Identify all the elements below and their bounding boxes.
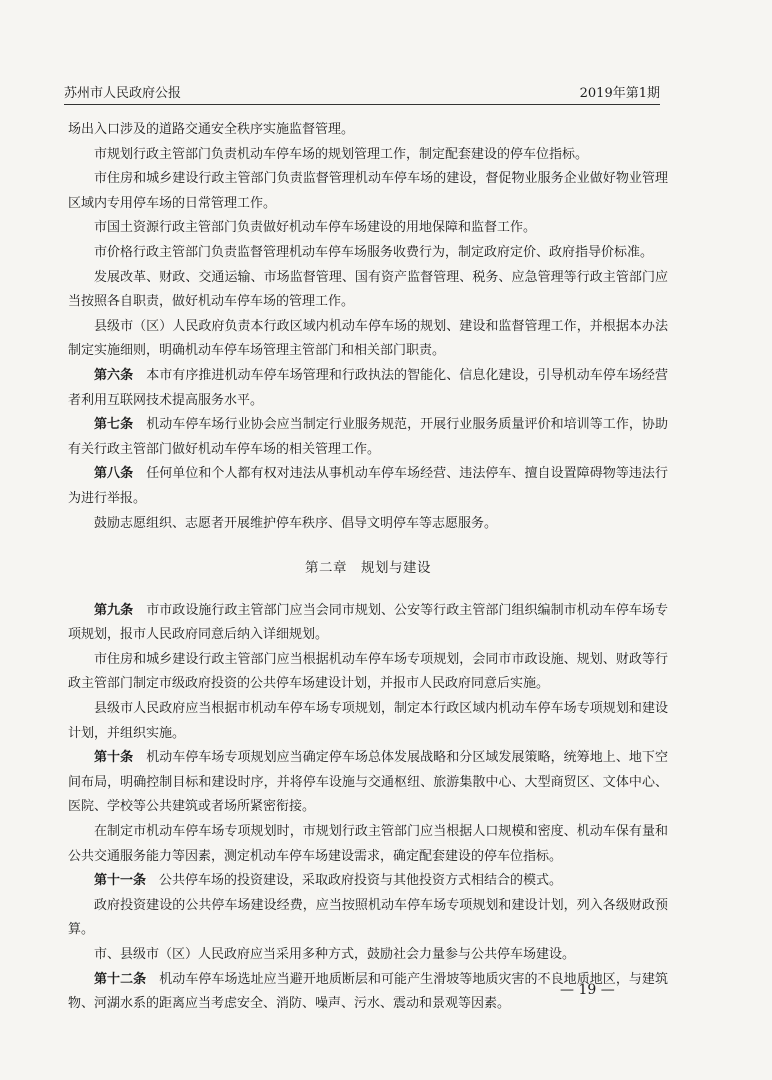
paragraph bbox=[68, 746, 668, 820]
article-number: 第九条 bbox=[94, 602, 134, 618]
paragraph bbox=[68, 894, 668, 943]
paragraph-text: 机动车停车场专项规划应当确定停车场总体发展战略和分区域发展策略，统筹地上、地下空间布局，明确控制目标和建设时序，并将停车设施与交通枢纽、旅游集散中心、大型商贸区、文体中心、医院、学校等公共建筑或者场所紧密衔接。 bbox=[68, 750, 668, 815]
paragraph bbox=[68, 462, 668, 511]
article-number: 第十一条 bbox=[94, 873, 147, 889]
paragraph-text: 机动车停车场选址应当避开地质断层和可能产生滑坡等地质灾害的不良地质地区，与建筑物、河湖水系的距离应当考虑安全、消防、噪声、污水、震动和景观等因素。 bbox=[68, 971, 668, 1012]
publication-title: 苏州市人民政府公报 bbox=[64, 86, 182, 101]
page-number: — 19 — bbox=[560, 982, 615, 998]
section-planning bbox=[68, 599, 668, 1017]
paragraph-text: 县级市（区）人民政府负责本行政区域内机动车停车场的规划、建设和监督管理工作，并根据本办法制定实施细则，明确机动车停车场管理主管部门和相关部门职责。 bbox=[68, 318, 668, 359]
paragraph bbox=[68, 512, 668, 537]
paragraph bbox=[68, 266, 668, 315]
article-number: 第八条 bbox=[94, 466, 134, 482]
paragraph bbox=[68, 869, 668, 894]
paragraph bbox=[68, 216, 668, 241]
paragraph-text: 任何单位和个人都有权对违法从事机动车停车场经营、违法停车、擅自设置障碍物等违法行为进行举报。 bbox=[68, 466, 668, 506]
paragraph-text: 政府投资建设的公共停车场建设经费，应当按照机动车停车场专项规划和建设计划，列入各级财政预算。 bbox=[68, 897, 668, 938]
paragraph-text: 鼓励志愿组织、志愿者开展维护停车秩序、倡导文明停车等志愿服务。 bbox=[94, 515, 498, 531]
paragraph bbox=[68, 143, 668, 168]
paragraph bbox=[68, 413, 668, 462]
paragraph-text: 市规划行政主管部门负责机动车停车场的规划管理工作，制定配套建设的停车位指标。 bbox=[94, 146, 589, 162]
paragraph-text: 发展改革、财政、交通运输、市场监督管理、国有资产监督管理、税务、应急管理等行政主管部门应当按照各自职责，做好机动车停车场的管理工作。 bbox=[68, 269, 668, 310]
document-body bbox=[68, 118, 668, 1017]
article-number: 第六条 bbox=[94, 367, 134, 383]
paragraph-text: 本市有序推进机动车停车场管理和行政执法的智能化、信息化建设，引导机动车停车场经营者利用互联网技术提高服务水平。 bbox=[68, 367, 668, 408]
paragraph-text: 在制定市机动车停车场专项规划时，市规划行政主管部门应当根据人口规模和密度、机动车保有量和公共交通服务能力等因素，测定机动车停车场建设需求，确定配套建设的停车位指标。 bbox=[68, 824, 668, 864]
chapter-heading: 第二章 规划与建设 bbox=[305, 560, 431, 577]
paragraph-text: 市住房和城乡建设行政主管部门负责监督管理机动车停车场的建设，督促物业服务企业做好物业管理区域内专用停车场的日常管理工作。 bbox=[68, 171, 668, 211]
issue-number: 2019年第1期 bbox=[579, 86, 660, 101]
paragraph-text: 机动车停车场行业协会应当制定行业服务规范，开展行业服务质量评价和培训等工作，协助有关行政主管部门做好机动车停车场的相关管理工作。 bbox=[68, 417, 668, 457]
paragraph-text: 场出入口涉及的道路交通安全秩序实施监督管理。 bbox=[68, 122, 355, 137]
article-number: 第十二条 bbox=[94, 971, 147, 987]
article-number: 第十条 bbox=[94, 750, 134, 766]
section-provisions bbox=[68, 118, 668, 536]
paragraph bbox=[68, 943, 668, 968]
paragraph-text: 市价格行政主管部门负责监督管理机动车停车场服务收费行为，制定政府定价、政府指导价标准。 bbox=[94, 244, 654, 260]
paragraph-text: 公共停车场的投资建设，采取政府投资与其他投资方式相结合的模式。 bbox=[159, 873, 563, 889]
paragraph bbox=[68, 315, 668, 364]
paragraph-text: 市、县级市（区）人民政府应当采用多种方式，鼓励社会力量参与公共停车场建设。 bbox=[94, 947, 576, 962]
paragraph-text: 市住房和城乡建设行政主管部门应当根据机动车停车场专项规划，会同市市政设施、规划、财政等行政主管部门制定市级政府投资的公共停车场建设计划，并报市人民政府同意后实施。 bbox=[68, 651, 668, 692]
paragraph bbox=[68, 118, 668, 143]
paragraph bbox=[68, 167, 668, 216]
page-header bbox=[64, 82, 660, 105]
paragraph bbox=[68, 648, 668, 697]
paragraph-text: 市市政设施行政主管部门应当会同市规划、公安等行政主管部门组织编制市机动车停车场专项规划，报市人民政府同意后纳入详细规划。 bbox=[68, 602, 668, 643]
paragraph bbox=[68, 241, 668, 266]
paragraph bbox=[68, 820, 668, 869]
paragraph bbox=[68, 364, 668, 413]
article-number: 第七条 bbox=[94, 417, 134, 433]
paragraph bbox=[68, 599, 668, 648]
paragraph bbox=[68, 697, 668, 746]
paragraph-text: 市国土资源行政主管部门负责做好机动车停车场建设的用地保障和监督工作。 bbox=[94, 220, 537, 236]
paragraph-text: 县级市人民政府应当根据市机动车停车场专项规划，制定本行政区域内机动车停车场专项规划和建设计划，并组织实施。 bbox=[68, 701, 668, 741]
